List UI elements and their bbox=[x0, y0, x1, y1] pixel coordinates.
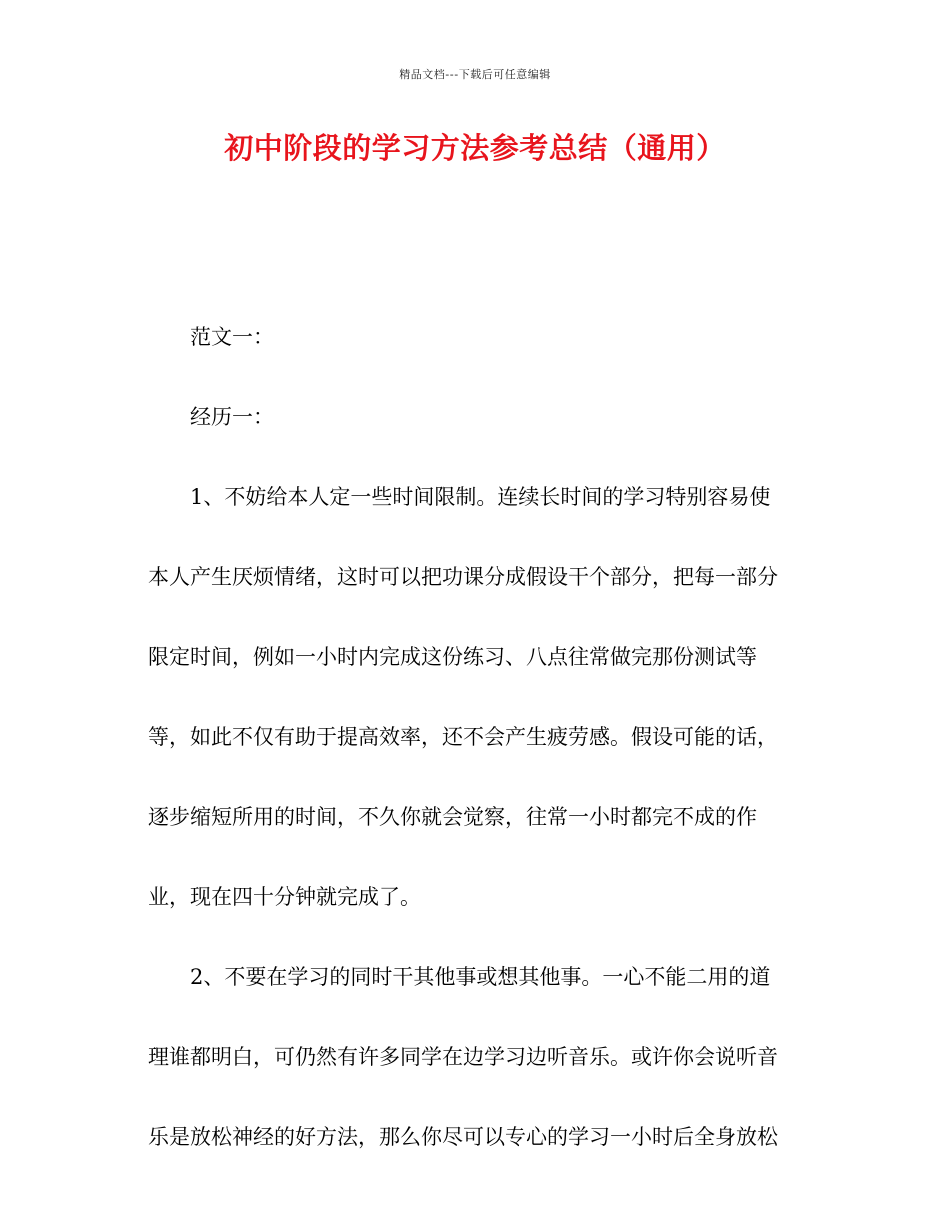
paragraph-line: 逐步缩短所用的时间，不久你就会觉察，往常一小时都完不成的作 bbox=[148, 805, 757, 829]
paragraph-2 bbox=[148, 958, 803, 1157]
paragraph-line: 等，如此不仅有助于提高效率，还不会产生疲劳感。假设可能的话， bbox=[148, 725, 778, 749]
document-body bbox=[148, 318, 803, 1157]
document-title: 初中阶段的学习方法参考总结（通用） bbox=[224, 131, 726, 165]
heading-experience: 经历一： bbox=[190, 405, 274, 429]
paragraph-1 bbox=[148, 478, 803, 917]
paragraph-line: 乐是放松神经的好方法，那么你尽可以专心的学习一小时后全身放松 bbox=[148, 1125, 778, 1149]
paragraph-line: 本人产生厌烦情绪，这时可以把功课分成假设干个部分，把每一部分 bbox=[148, 565, 778, 589]
header-note: 精品文档---下载后可任意编辑 bbox=[399, 68, 551, 81]
paragraph-line: 限定时间，例如一小时内完成这份练习、八点往常做完那份测试等 bbox=[148, 645, 757, 669]
paragraph-line: 2、不要在学习的同时干其他事或想其他事。一心不能二用的道 bbox=[190, 965, 771, 989]
paragraph-line: 1、不妨给本人定一些时间限制。连续长时间的学习特别容易使 bbox=[190, 485, 771, 509]
heading-sample: 范文一： bbox=[190, 325, 274, 349]
paragraph-line: 业，现在四十分钟就完成了。 bbox=[148, 885, 421, 909]
paragraph-line: 理谁都明白，可仍然有许多同学在边学习边听音乐。或许你会说听音 bbox=[148, 1045, 778, 1069]
